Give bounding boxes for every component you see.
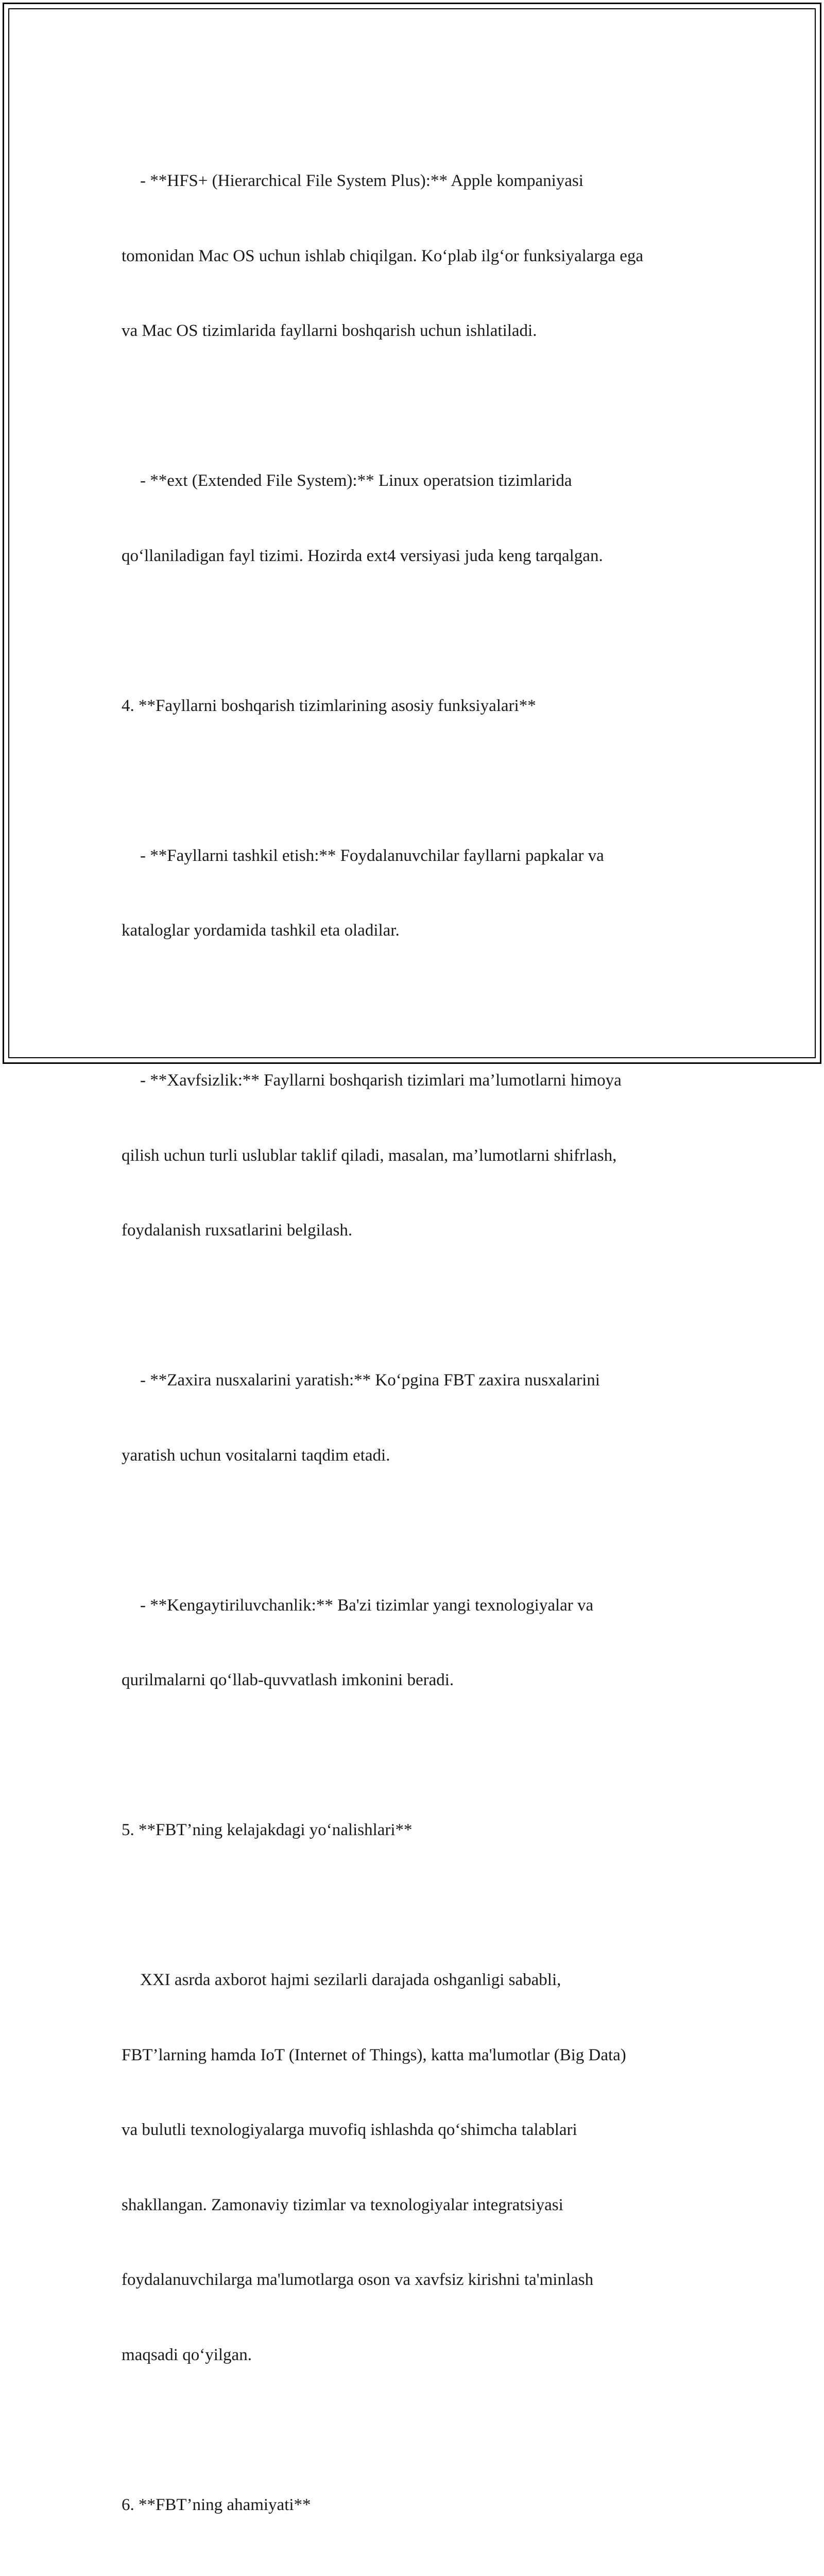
text-line: - **Kengaytiriluvchanlik:** Ba'zi tizimlar yangi texnologiyalar va (140, 1596, 594, 1615)
text-line: va bulutli texnologiyalarga muvofiq ishlashda qo‘shimcha talablari (122, 2121, 577, 2139)
section-heading-6 (122, 2443, 709, 2568)
text-line: tomonidan Mac OS uchun ishlab chiqilgan. Ko‘plab ilg‘or funksiyalarga ega (122, 246, 643, 265)
paragraph-file-organization (122, 793, 709, 993)
heading-text: 5. **FBT’ning kelajakdagi yo‘nalishlari** (122, 1821, 413, 1839)
text-line: - **Fayllarni tashkil etish:** Foydalanuvchilar fayllarni papkalar va (140, 846, 604, 865)
text-line: - **Xavfsizlik:** Fayllarni boshqarish tizimlari ma’lumotlarni himoya (140, 1071, 622, 1090)
text-line: qilish uchun turli uslublar taklif qiladi, masalan, ma’lumotlarni shifrlash, (122, 1146, 617, 1165)
heading-text: 6. **FBT’ning ahamiyati** (122, 2495, 311, 2514)
paragraph-ext (122, 418, 709, 618)
document-body (122, 118, 709, 2576)
text-line: foydalanish ruxsatlarini belgilash. (122, 1221, 353, 1240)
paragraph-security (122, 1018, 709, 1293)
text-line: FBT’larning hamda IoT (Internet of Things), katta ma'lumotlar (Big Data) (122, 2045, 626, 2064)
text-line: va Mac OS tizimlarida fayllarni boshqarish uchun ishlatiladi. (122, 321, 537, 340)
paragraph-future-directions (122, 1918, 709, 2417)
text-line: XXI asrda axborot hajmi sezilarli darajada oshganligi sababli, (140, 1971, 561, 1989)
text-line: qo‘llaniladigan fayl tizimi. Hozirda ext4 versiyasi juda keng tarqalgan. (122, 546, 603, 565)
paragraph-backup (122, 1318, 709, 1518)
text-line: maqsadi qo‘yilgan. (122, 2345, 252, 2364)
text-line: foydalanuvchilarga ma'lumotlarga oson va xavfsiz kirishni ta'minlash (122, 2270, 594, 2289)
paragraph-extensibility (122, 1543, 709, 1743)
text-line: - **HFS+ (Hierarchical File System Plus):** Apple kompaniyasi (140, 172, 583, 190)
text-line: - **ext (Extended File System):** Linux operatsion tizimlarida (140, 471, 572, 490)
heading-text: 4. **Fayllarni boshqarish tizimlarining asosiy funksiyalari** (122, 696, 536, 715)
text-line: - **Zaxira nusxalarini yaratish:** Ko‘pgina FBT zaxira nusxalarini (140, 1371, 600, 1389)
text-line: kataloglar yordamida tashkil eta oladilar. (122, 921, 400, 940)
section-heading-4 (122, 643, 709, 769)
paragraph-hfs-plus (122, 118, 709, 394)
section-heading-5 (122, 1768, 709, 1893)
text-line: yaratish uchun vositalarni taqdim etadi. (122, 1446, 390, 1465)
text-line: shakllangan. Zamonaviy tizimlar va texnologiyalar integratsiyasi (122, 2195, 563, 2214)
text-line: qurilmalarni qo‘llab-quvvatlash imkonini beradi. (122, 1671, 454, 1689)
